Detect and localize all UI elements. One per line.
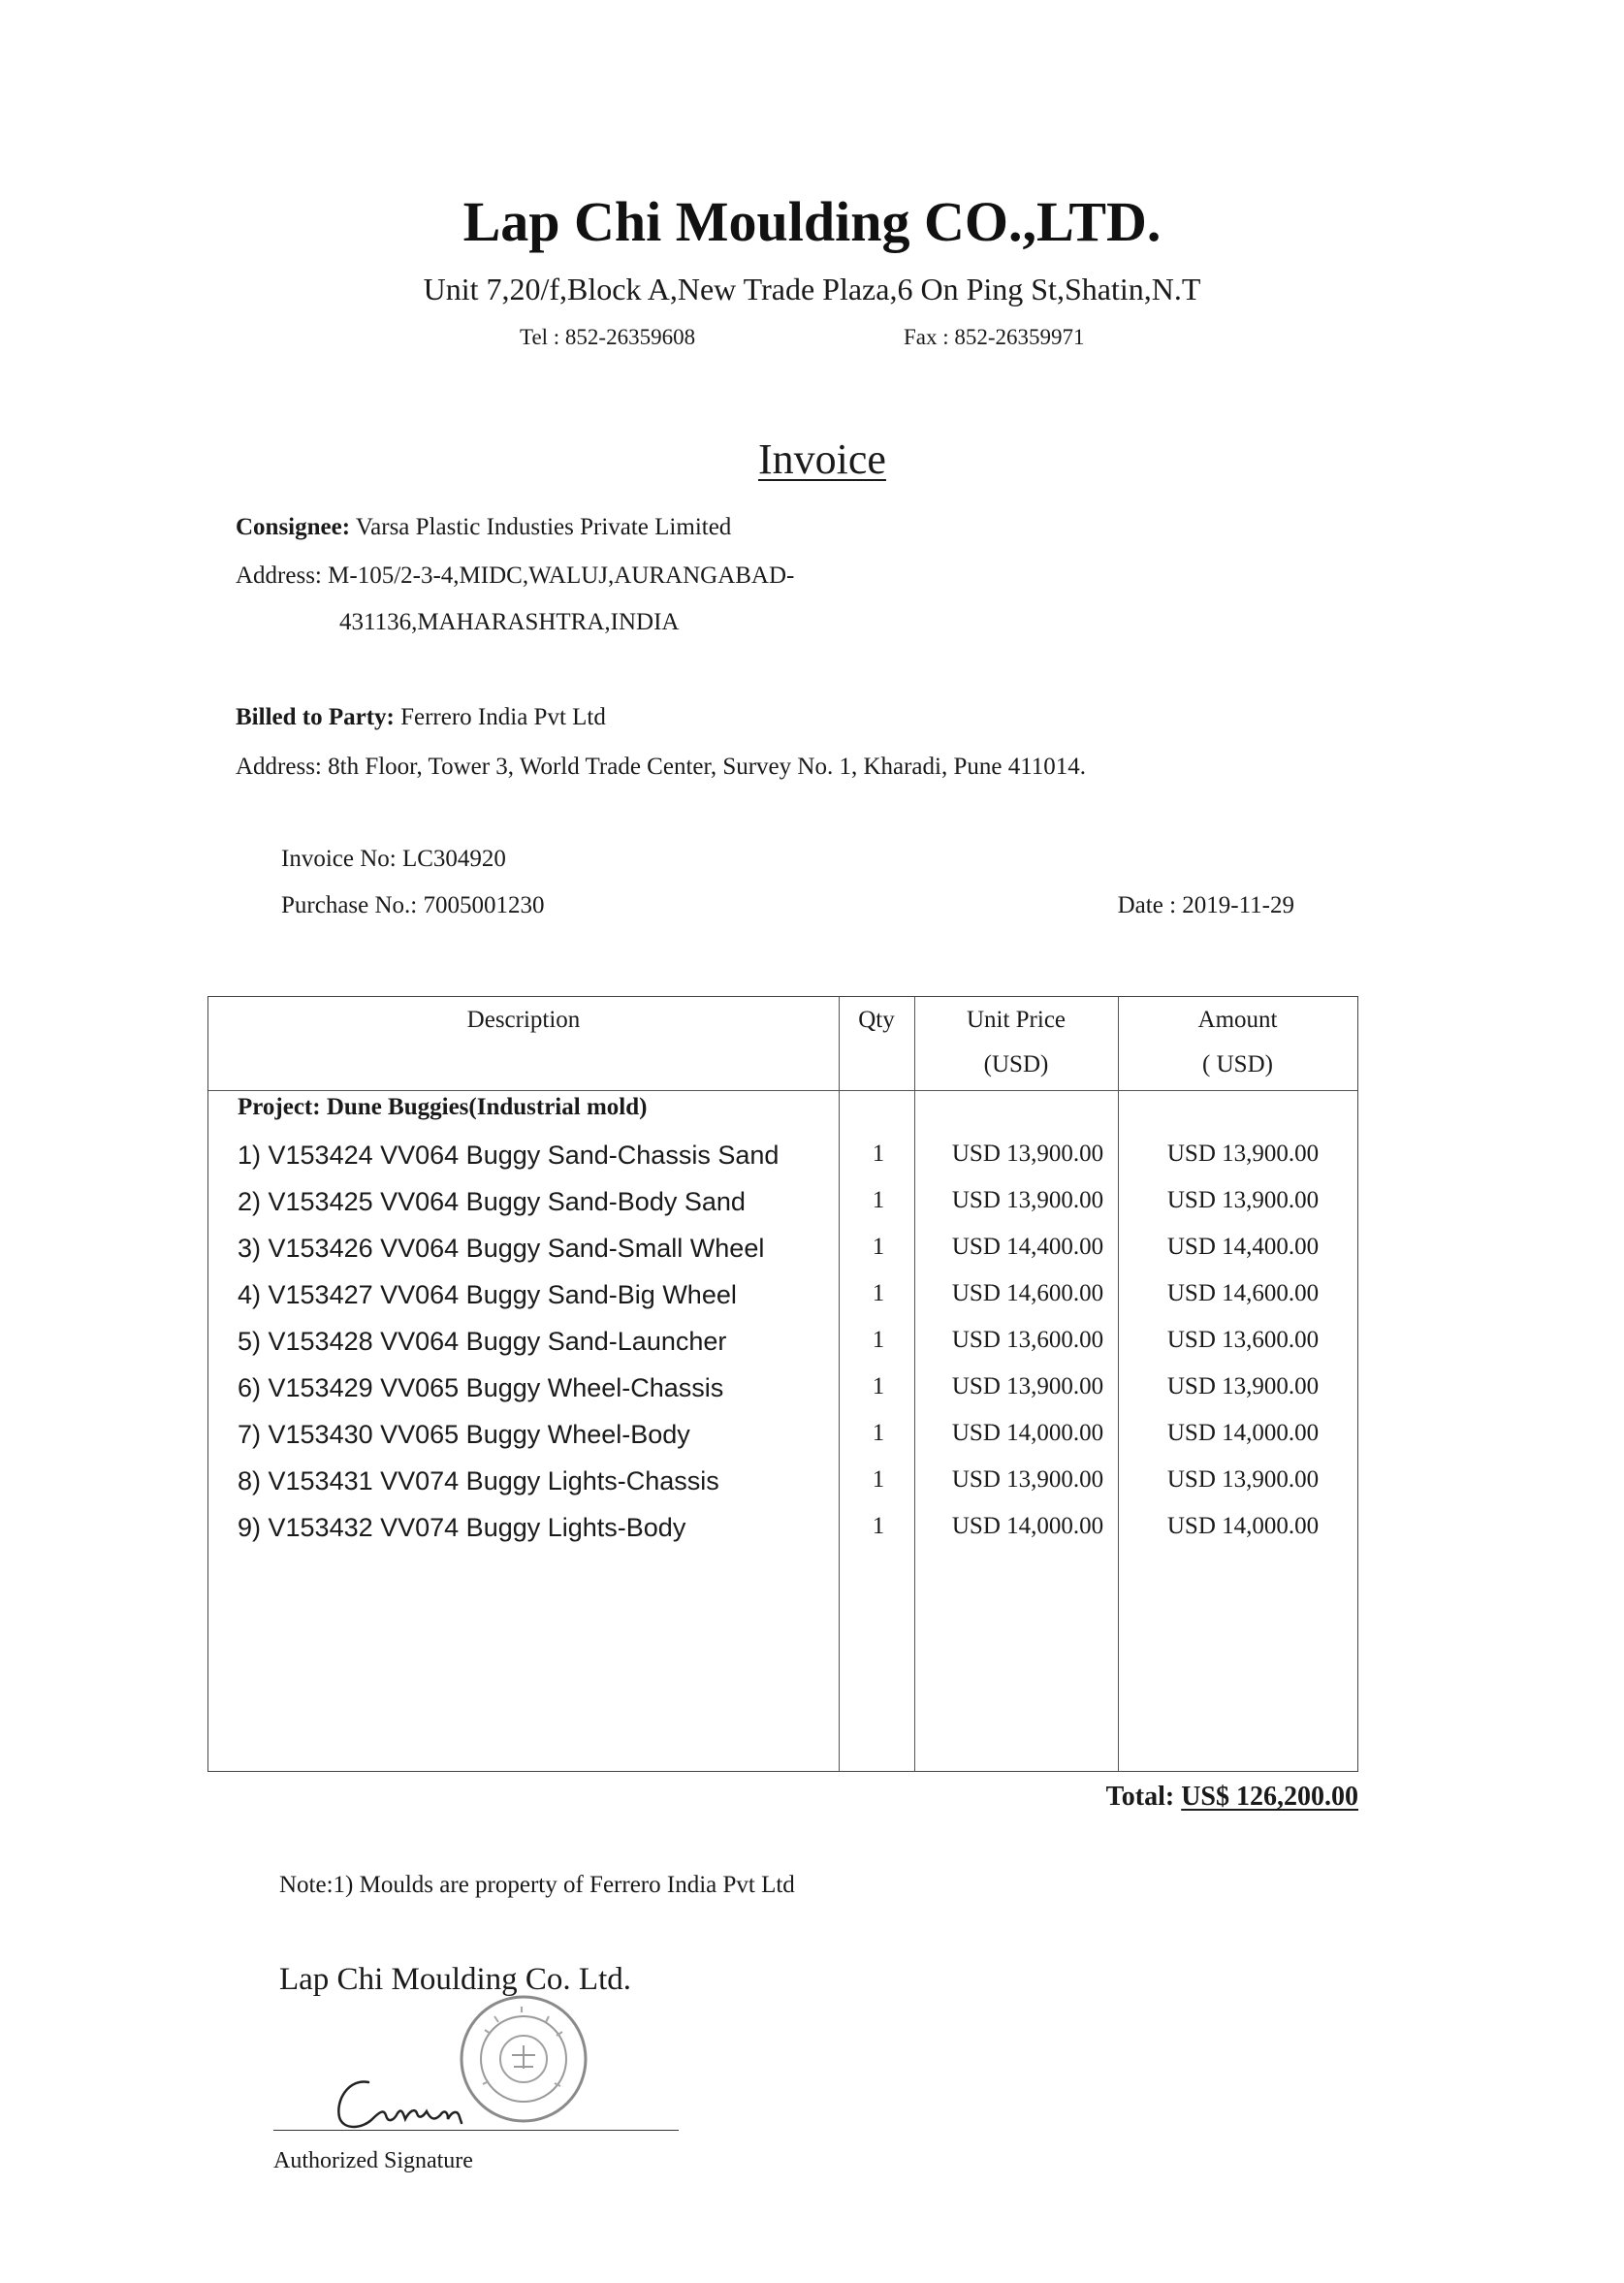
row-unit-price: USD 13,900.00 <box>951 1466 1104 1493</box>
billed-to-address-line <box>236 754 1086 781</box>
row-description: 8) V153431 VV074 Buggy Lights-Chassis <box>238 1466 719 1495</box>
header-amount-currency: ( USD) <box>1202 1051 1273 1077</box>
row-amount: USD 13,900.00 <box>1166 1466 1320 1493</box>
stamp-glyph <box>512 2045 535 2069</box>
handwritten-signature <box>330 2071 504 2138</box>
row-qty: 1 <box>872 1373 885 1399</box>
row-amount: USD 13,600.00 <box>1166 1327 1320 1353</box>
signature-line <box>273 2130 679 2131</box>
row-description: 5) V153428 VV064 Buggy Sand-Launcher <box>238 1327 727 1356</box>
column-divider <box>914 997 915 1771</box>
company-address: Unit 7,20/f,Block A,New Trade Plaza,6 On Ping St,Shatin,N.T <box>423 272 1201 306</box>
company-tel: Tel : 852-26359608 <box>520 325 696 349</box>
consignee-address-1: M-105/2-3-4,MIDC,WALUJ,AURANGABAD- <box>328 563 795 589</box>
line-items-table <box>207 996 1358 1772</box>
column-divider <box>839 997 840 1771</box>
row-amount: USD 13,900.00 <box>1166 1141 1320 1167</box>
document-title: Invoice <box>758 435 886 483</box>
row-qty: 1 <box>872 1234 885 1260</box>
billed-to-address: 8th Floor, Tower 3, World Trade Center, Survey No. 1, Kharadi, Pune 411014. <box>328 754 1087 780</box>
row-description: 6) V153429 VV065 Buggy Wheel-Chassis <box>238 1373 724 1402</box>
consignee-name: Varsa Plastic Industies Private Limited <box>355 514 732 540</box>
row-qty: 1 <box>872 1141 885 1167</box>
row-amount: USD 14,000.00 <box>1166 1513 1320 1539</box>
consignee-address-label: Address: <box>236 563 322 589</box>
consignee-address-line <box>236 563 794 590</box>
row-qty: 1 <box>872 1466 885 1493</box>
row-description: 9) V153432 VV074 Buggy Lights-Body <box>238 1513 686 1542</box>
billed-to-name: Ferrero India Pvt Ltd <box>400 704 606 730</box>
header-description: Description <box>466 1007 581 1033</box>
row-description: 2) V153425 VV064 Buggy Sand-Body Sand <box>238 1187 746 1216</box>
authorized-signature-label: Authorized Signature <box>273 2148 473 2173</box>
row-amount: USD 13,900.00 <box>1166 1373 1320 1399</box>
purchase-number: Purchase No.: 7005001230 <box>281 892 545 918</box>
project-title: Project: Dune Buggies(Industrial mold) <box>238 1094 648 1120</box>
header-unit-price-currency: (USD) <box>983 1051 1049 1077</box>
row-qty: 1 <box>872 1280 885 1306</box>
company-name: Lap Chi Moulding CO.,LTD. <box>462 190 1162 253</box>
billed-to-line <box>236 704 606 731</box>
row-amount: USD 14,600.00 <box>1166 1280 1320 1306</box>
row-description: 3) V153426 VV064 Buggy Sand-Small Wheel <box>238 1234 765 1263</box>
billed-to-address-label: Address: <box>236 754 322 780</box>
row-description: 1) V153424 VV064 Buggy Sand-Chassis Sand <box>238 1141 780 1170</box>
consignee-address-2: 431136,MAHARASHTRA,INDIA <box>339 609 680 635</box>
row-amount: USD 13,900.00 <box>1166 1187 1320 1213</box>
header-amount: Amount <box>1197 1007 1278 1033</box>
invoice-number: Invoice No: LC304920 <box>281 846 506 872</box>
note: Note:1) Moulds are property of Ferrero India Pvt Ltd <box>279 1872 795 1898</box>
header-qty: Qty <box>858 1007 895 1033</box>
row-unit-price: USD 13,600.00 <box>951 1327 1104 1353</box>
row-unit-price: USD 14,000.00 <box>951 1513 1104 1539</box>
consignee-line <box>236 514 731 541</box>
total-label: Total: <box>1105 1782 1175 1812</box>
header-divider <box>208 1090 1357 1091</box>
row-unit-price: USD 14,000.00 <box>951 1420 1104 1446</box>
row-qty: 1 <box>872 1187 885 1213</box>
row-unit-price: USD 13,900.00 <box>951 1373 1104 1399</box>
row-unit-price: USD 13,900.00 <box>951 1187 1104 1213</box>
row-description: 4) V153427 VV064 Buggy Sand-Big Wheel <box>238 1280 737 1309</box>
consignee-label: Consignee: <box>236 514 351 540</box>
row-unit-price: USD 14,600.00 <box>951 1280 1104 1306</box>
row-unit-price: USD 14,400.00 <box>951 1234 1104 1260</box>
row-description: 7) V153430 VV065 Buggy Wheel-Body <box>238 1420 690 1449</box>
row-qty: 1 <box>872 1327 885 1353</box>
header-unit-price: Unit Price <box>966 1007 1067 1033</box>
footer-company: Lap Chi Moulding Co. Ltd. <box>279 1962 631 1997</box>
total-value: US$ 126,200.00 <box>1181 1782 1358 1812</box>
row-unit-price: USD 13,900.00 <box>951 1141 1104 1167</box>
billed-to-label: Billed to Party: <box>236 704 395 730</box>
row-qty: 1 <box>872 1420 885 1446</box>
total-line <box>1106 1782 1358 1813</box>
invoice-date: Date : 2019-11-29 <box>1117 892 1294 918</box>
row-qty: 1 <box>872 1513 885 1539</box>
row-amount: USD 14,000.00 <box>1166 1420 1320 1446</box>
company-fax: Fax : 852-26359971 <box>904 325 1085 349</box>
row-amount: USD 14,400.00 <box>1166 1234 1320 1260</box>
